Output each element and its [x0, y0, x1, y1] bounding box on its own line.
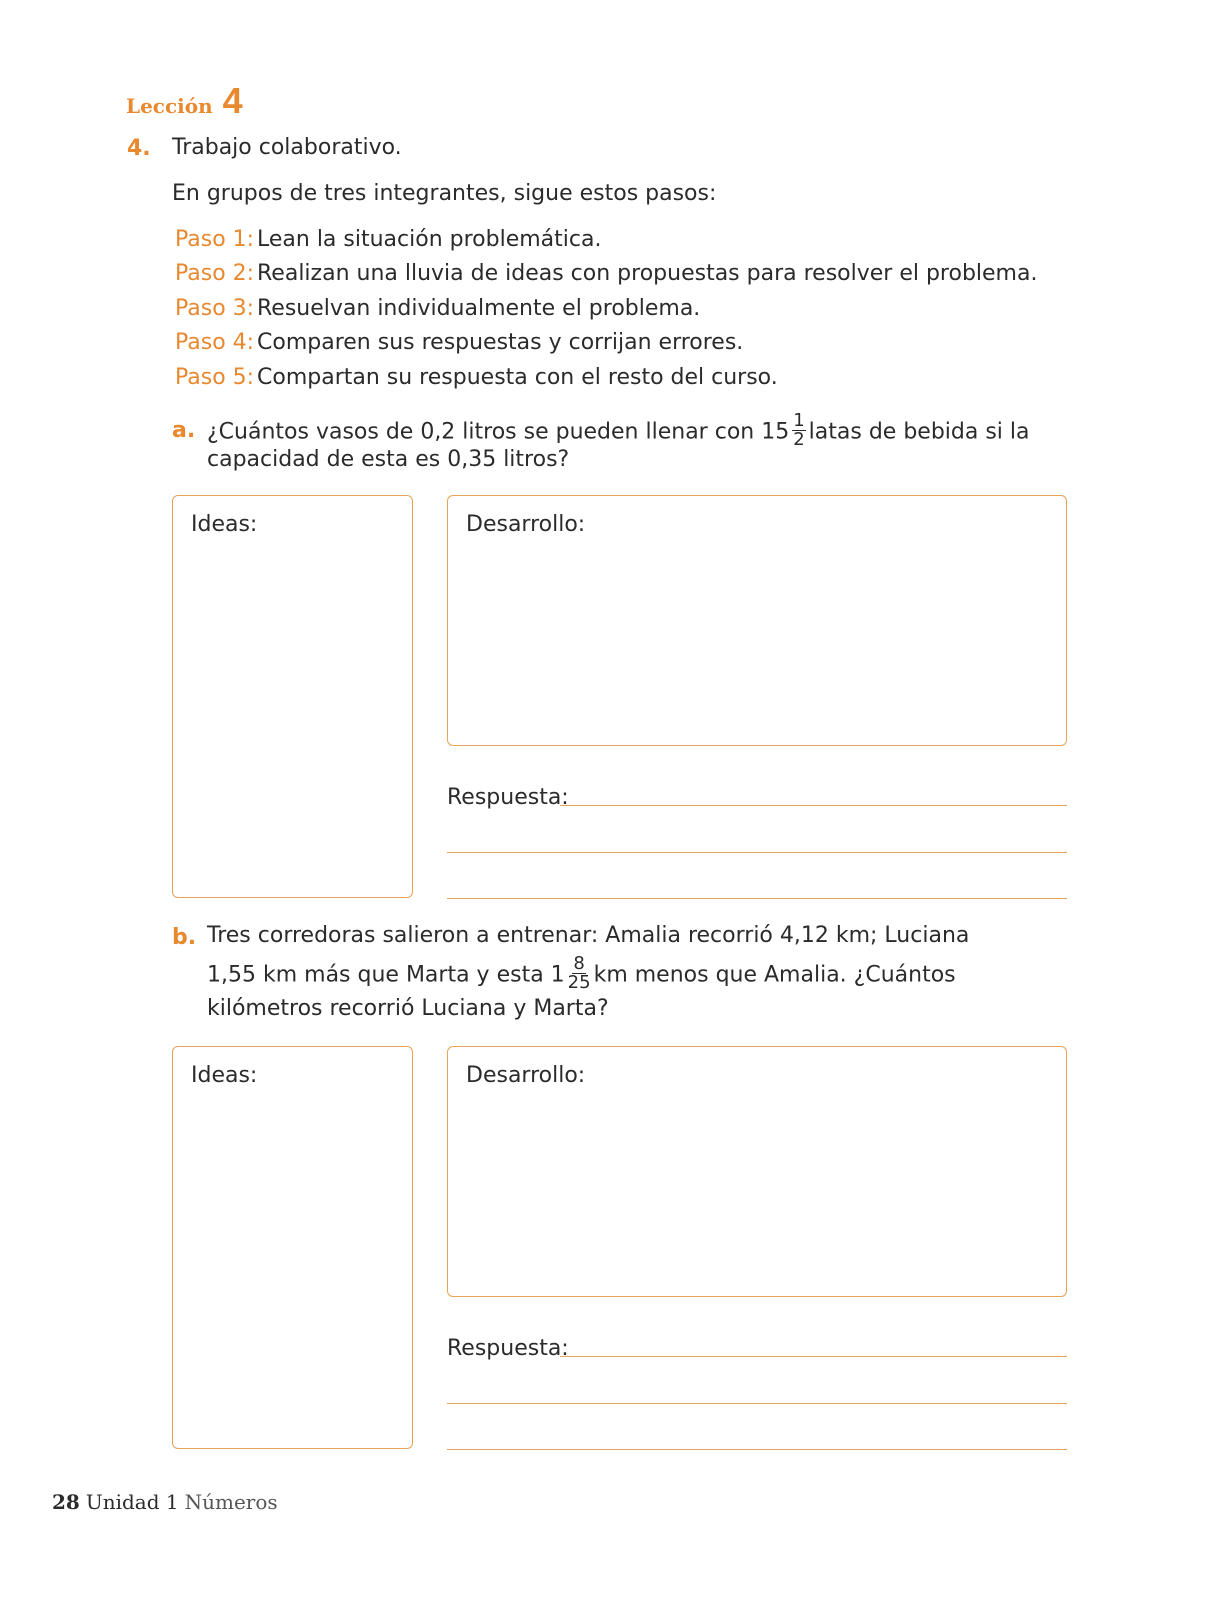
fraction-denominator: 2: [793, 429, 805, 450]
question-b-text-after: km menos que Amalia. ¿Cuántos: [593, 962, 956, 988]
answer-line-b-3[interactable]: [447, 1449, 1067, 1450]
fraction-denominator: 25: [567, 972, 591, 993]
ideas-label: Ideas:: [191, 512, 258, 537]
respuesta-label-a: Respuesta:: [447, 785, 569, 810]
lesson-header: [126, 80, 243, 122]
fraction-one-half: [792, 412, 805, 449]
step-label: Paso 3:: [175, 296, 255, 321]
step-3: [175, 294, 700, 324]
step-text: Lean la situación problemática.: [257, 227, 602, 252]
step-label: Paso 5:: [175, 365, 255, 390]
step-4: [175, 328, 743, 358]
step-label: Paso 1:: [175, 227, 255, 252]
step-2: [175, 259, 1037, 289]
desarrollo-box-b[interactable]: [447, 1046, 1067, 1297]
exercise-intro: En grupos de tres integrantes, sigue estos pasos:: [172, 181, 717, 206]
desarrollo-box-a[interactable]: [447, 495, 1067, 746]
step-text: Comparen sus respuestas y corrijan errores.: [257, 330, 744, 355]
exercise-title: Trabajo colaborativo.: [172, 135, 402, 160]
desarrollo-label: Desarrollo:: [466, 512, 586, 537]
question-a-text-after: latas de bebida si la: [808, 419, 1030, 445]
unit-label: Unidad 1: [85, 1490, 179, 1514]
lesson-word: Lección: [126, 94, 213, 118]
ideas-box-a[interactable]: [172, 495, 413, 898]
topic-label: Números: [184, 1490, 278, 1514]
step-1: [175, 225, 601, 255]
fraction-numerator: 8: [573, 953, 585, 974]
question-b-line2: [207, 953, 956, 994]
answer-line-a-1[interactable]: [560, 805, 1067, 806]
desarrollo-label: Desarrollo:: [466, 1063, 586, 1088]
answer-line-b-1[interactable]: [560, 1356, 1067, 1357]
page-footer: [52, 1490, 278, 1514]
question-b-text-before: 1,55 km más que Marta y esta 1: [207, 962, 565, 988]
step-label: Paso 4:: [175, 330, 255, 355]
answer-line-b-2[interactable]: [447, 1403, 1067, 1404]
question-b-line1: Tres corredoras salieron a entrenar: Amalia recorrió 4,12 km; Luciana: [207, 923, 970, 948]
ideas-label: Ideas:: [191, 1063, 258, 1088]
question-b-letter: b.: [172, 925, 197, 950]
step-5: [175, 363, 778, 393]
step-text: Compartan su respuesta con el resto del curso.: [257, 365, 778, 390]
question-a-letter: a.: [172, 418, 196, 443]
question-a-line2: capacidad de esta es 0,35 litros?: [207, 447, 570, 472]
step-text: Resuelvan individualmente el problema.: [257, 296, 701, 321]
lesson-number: 4: [222, 80, 243, 121]
answer-line-a-3[interactable]: [447, 898, 1067, 899]
exercise-number: 4.: [127, 136, 151, 161]
ideas-box-b[interactable]: [172, 1046, 413, 1449]
fraction-numerator: 1: [793, 410, 805, 431]
answer-line-a-2[interactable]: [447, 852, 1067, 853]
fraction-eight-25ths: [568, 955, 591, 992]
step-text: Realizan una lluvia de ideas con propuestas para resolver el problema.: [257, 261, 1038, 286]
question-b-line3: kilómetros recorrió Luciana y Marta?: [207, 996, 609, 1021]
respuesta-label-b: Respuesta:: [447, 1336, 569, 1361]
step-label: Paso 2:: [175, 261, 255, 286]
question-a-text-before: ¿Cuántos vasos de 0,2 litros se pueden llenar con 15: [207, 419, 790, 445]
page-number: 28: [52, 1490, 80, 1514]
